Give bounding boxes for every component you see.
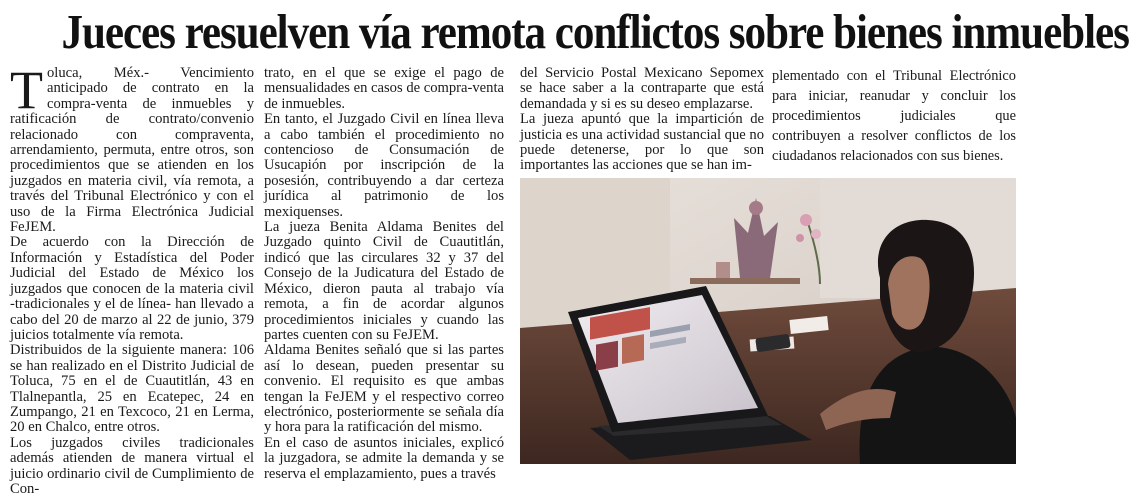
paragraph: del Servicio Postal Mexicano Sepomex se hace saber a la contraparte que está demandada y si es su deseo emplazarse. xyxy=(520,65,764,112)
photo-judge-at-laptop xyxy=(520,178,1016,464)
paragraph: trato, en el que se exige el pago de mensualidades en casos de compra-venta de inmuebles. xyxy=(264,65,504,112)
paragraph: Los juzgados civiles tradicionales además atienden de manera virtual el juicio ordinario civil de Cumplimiento de Con- xyxy=(10,434,254,497)
paragraph: En tanto, el Juzgado Civil en línea lleva a cabo también el procedimiento no contencioso de Consumación de Usucapión por inscripción de la posesión, contribuyendo a dar certeza jurídica al patrimonio de los mexiquenses. xyxy=(264,111,504,220)
paragraph: Toluca, Méx.- Vencimiento anticipado de contrato en la compra-venta de inmuebles y ratificación de contrato/convenio relacionado con compraventa, arrendamiento, permuta, entre otros, son procedimientos que se atienden en los juzgados en materia civil, vía remota, a través del Tribunal Electrónico y con el uso de la Firma Electrónica Judicial FeJEM. xyxy=(10,60,254,236)
paragraph: Aldama Benites señaló que si las partes así lo desean, pueden presentar su convenio. El requisito es que ambas tengan la FeJEM y el respectivo correo electrónico, posteriormente se señala día y hora para la ratificación del mismo. xyxy=(264,342,504,436)
paragraph: La jueza Benita Aldama Benites del Juzgado quinto Civil de Cuautitlán, indicó que las circulares 32 y 37 del Consejo de la Judicatura del Estado de México, dieron pauta al trabajo vía remota, a fin de acordar algunos procedimientos iniciales y cuando las partes cuenten con su FeJEM. xyxy=(264,219,504,343)
paragraph: La jueza apuntó que la impartición de justicia es una actividad sustancial que no puede detenerse, por lo que son importantes las acciones que se han im- xyxy=(520,111,764,174)
paragraph: Distribuidos de la siguiente manera: 106 se han realizado en el Distrito Judicial de Toluca, 75 en el de Cuautitlán, 43 en Tlalnepantla, 25 en Ecatepec, 24 en Zumpango, 21 en Texcoco, 21 en Lerma, 20 en Chalco, entre otros. xyxy=(10,342,254,436)
paragraph: plementado con el Tribunal Electrónico para iniciar, reanudar y concluir los procedimientos judiciales que contribuyen a resolver conflictos de los ciudadanos relacionados con sus bienes. xyxy=(772,68,1016,164)
article-column-2 xyxy=(264,65,504,482)
article-column-1 xyxy=(10,60,254,497)
article-column-4 xyxy=(772,66,1016,182)
article-photo xyxy=(520,178,1016,464)
paragraph: De acuerdo con la Dirección de Información y Estadística del Poder Judicial del Estado de México los juzgados que conocen de la materia civil -tradicionales y el de línea- han llevado a cabo del 20 de marzo al 22 de junio, 379 juicios totalmente vía remota. xyxy=(10,234,254,343)
paragraph: En el caso de asuntos iniciales, explicó la juzgadora, se admite la demanda y se reserva el emplazamiento, pues a través xyxy=(264,434,504,482)
article-column-3 xyxy=(520,66,764,174)
drop-cap: T xyxy=(10,60,43,120)
headline: Jueces resuelven vía remota conflictos sobre bienes inmuebles xyxy=(61,4,1129,59)
